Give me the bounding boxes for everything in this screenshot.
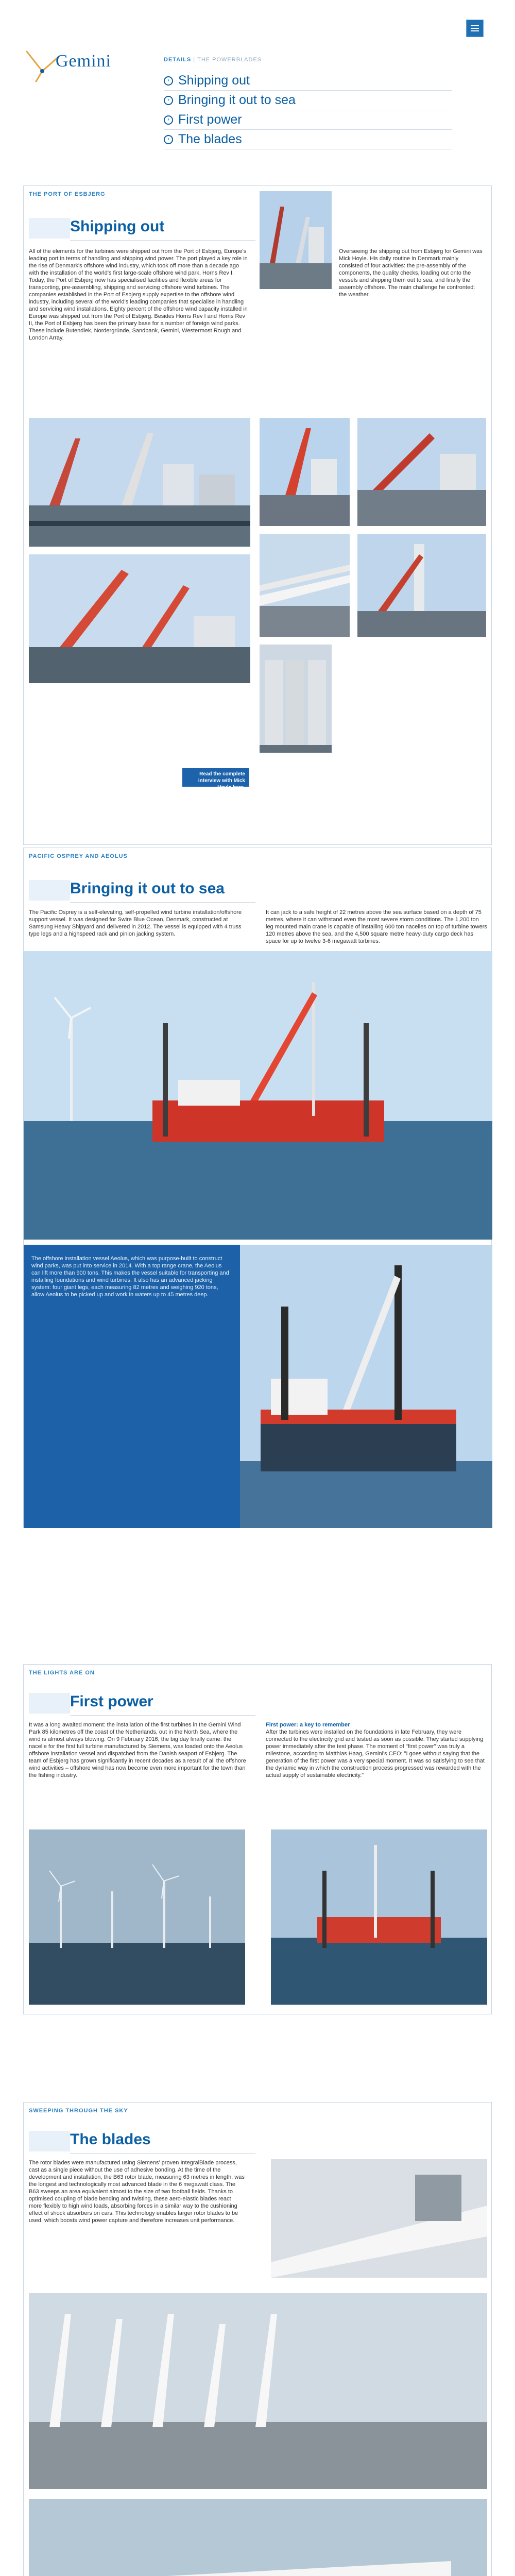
read-interview-button[interactable] (182, 768, 249, 790)
section-accent (29, 880, 70, 901)
hamburger-icon (471, 28, 479, 29)
section-title: First power (70, 1693, 153, 1710)
toc-label: First power (178, 112, 242, 127)
photo-cranes-port (260, 191, 332, 289)
chevron-right-icon: › (164, 115, 173, 125)
body-text: The offshore installation vessel Aeolus, which was purpose-built to construct wind parks, was put into service in 2014. With a top range crane, the Aeolus can lift more than 900 tons. This makes the vessel suitable for transporting and installing foundations and wind turbines. It also has an advanced jacking system: four giant legs, each measuring 82 metres and weighing 920 tons, allow Aeolus to be picked up and work in waters up to 45 metres deep. (31, 1256, 229, 1298)
photo-blade-transport (29, 2499, 487, 2576)
body-text: It can jack to a safe height of 22 metres above the sea surface based on a depth of 75 metres, where it can withstand even the most severe storm conditions. The 1,200 ton leg mounted main crane is capable of installing 600 ton nacelles on top of turbine towers 120 metres above the sea, and the 4,500 square metre heavy-duty cargo deck has space for up to twelve 3-6 megawatt turbines. (266, 909, 487, 944)
chevron-right-icon: › (164, 135, 173, 144)
photo-aeolus-vessel (240, 1245, 492, 1528)
body-text: It was a long awaited moment: the installation of the first turbines in the Gemini Wind Park 85 kilometres off the coast of the Netherlands, out in the North Sea, where the wind is almost always blowing. On 9 February 2016, the big day finally came: the nacelle for the first full turbine manufactured by Siemens, was loaded onto the Aeolus offshore installation vessel and dispatched from the Danish seaport of Esbjerg. The team of Esbjerg has grown significantly in recent decades as a result of all the offshore wind activities – offshore wind has now become even more important for the town than the fishing industry. (29, 1722, 246, 1778)
section-label: PACIFIC OSPREY AND AEOLUS (29, 853, 128, 859)
toc-label: Shipping out (178, 73, 250, 88)
toc-item-shipping-out[interactable] (164, 71, 452, 91)
section-label: THE PORT OF ESBJERG (29, 191, 106, 197)
photo-crane-vessel (29, 554, 250, 683)
breadcrumb: DETAILS | THE POWERBLADES (164, 57, 262, 63)
photo-pacific-osprey-vessel (24, 951, 492, 1240)
divider (70, 2153, 255, 2154)
chevron-right-icon: › (164, 76, 173, 86)
divider (70, 240, 255, 241)
breadcrumb-current[interactable]: DETAILS (164, 57, 192, 63)
breadcrumb-section[interactable]: THE POWERBLADES (197, 57, 262, 63)
body-text: Overseeing the shipping out from Esbjerg for Gemini was Mick Hoyle. His daily routine in Denmark mainly consisted of four activities: the pre-assembly of the components, the quality checks, loading out onto the vessels and shipping them out to sea, and finally the assembly offshore. The main challenge he confronted: the weather. (339, 248, 483, 298)
body-text: After the turbines were installed on the foundations in late February, they were connected to the electricity grid and tested as soon as possible. They started supplying power immediately after the test phase. The moment of "first power" was truly a milestone, according to Matthias Haag, Gemini's CEO: "I goes without saying that the generation of the first power was a very special moment. It was so satisfying to see that the dynamic way in which the construction process progressed was rewarded with the actual supply of sustainable electricity." (266, 1729, 485, 1778)
photo-tower-segments (260, 645, 332, 753)
chevron-right-icon: › (164, 96, 173, 105)
section-accent (29, 2131, 70, 2151)
photo-nacelle-gantry (357, 418, 486, 526)
photo-tower-sections (260, 418, 350, 526)
info-band (24, 1245, 240, 1528)
toc-item-the-blades[interactable] (164, 130, 452, 149)
section-title: Shipping out (70, 218, 165, 235)
section-label: SWEEPING THROUGH THE SKY (29, 2108, 128, 2114)
page-header (0, 0, 515, 170)
subheading: First power: a key to remember (266, 1722, 350, 1728)
button-label: Read the complete interview with Mick Hoyle here. (198, 771, 245, 790)
section-label: THE LIGHTS ARE ON (29, 1670, 95, 1676)
toc-item-first-power[interactable] (164, 110, 452, 130)
photo-jackup-vessel-turbine (271, 1829, 487, 2005)
logo-wordmark[interactable]: Gemini (56, 52, 111, 71)
section-accent (29, 1693, 70, 1714)
divider (70, 1715, 255, 1716)
photo-blades-stacked (260, 534, 350, 637)
body-text: The Pacific Osprey is a self-elevating, self-propelled wind turbine installation/offshore support vessel. It was designed for Swire Blue Ocean, Denmark, constructed at Samsung Heavy Shipyard and delivered in 2012. The vessel is equipped with 4 truss type legs and a highspeed rack and pinion jacking system. (29, 909, 242, 937)
photo-blade-factory (271, 2159, 487, 2278)
section-shipping-out (23, 185, 492, 845)
section-the-blades (23, 2102, 492, 2576)
section-first-power (23, 1664, 492, 2014)
divider (70, 902, 255, 903)
section-title: Bringing it out to sea (70, 880, 225, 897)
table-of-contents (164, 71, 452, 149)
body-text: All of the elements for the turbines were shipped out from the Port of Esbjerg, Europe's leading port in terms of handling and shipping wind power. The port played a key role in the rise of Denmark's offshore wind industry, which took off more than a decade ago with the installation of the world's first large-scale offshore wind park, Horns Rev I. Today, the Port of Esbjerg now has specialised facilities and flexible areas for transporting, pre-assembling, shipping and servicing offshore wind turbines. The companies established in the Port of Esbjerg supply expertise to the offshore wind industry, including several of the world's leading companies that specialise in handling and servicing wind installations. Eighty percent of the offshore wind capacity installed in Europe was shipped out from the Port of Esbjerg. Besides Horns Rev I and Horns Rev II, the Port of Esbjerg has been the primary base for a number of foreign wind parks. These include Butendiek, Nordergründe, Sandbank, Gemini, Westermost Rough and London Array. (29, 248, 248, 341)
section-accent (29, 218, 70, 239)
photo-turbines-at-sea (29, 1829, 245, 2005)
photo-blades-yard (29, 2293, 487, 2489)
menu-button[interactable] (466, 20, 484, 37)
body-text: The rotor blades were manufactured using Siemens' proven IntegralBlade process, cast as a single piece without the use of adhesive bonding. At the time of the development and installation, the B63 rotor blade, measuring 63 metres in length, was the longest and technologically most advanced blade in the 6 megawatt class. The B63 sweeps an area equivalent almost to the size of two football fields. Thanks to optimised coupling of blade bending and twisting, these aero-elastic blades react more flexibly to high wind loads, absorbing forces in a similar way to the cushioning effect of shock absorbers on cars. This technology enables larger rotor blades to be used, which boosts wind power capture and therefore increases unit performance. (29, 2160, 245, 2224)
photo-harbour-cranes (29, 418, 250, 547)
toc-item-bringing-out-to-sea[interactable] (164, 91, 452, 110)
section-title: The blades (70, 2131, 151, 2148)
toc-label: Bringing it out to sea (178, 93, 296, 107)
photo-tower-platform (357, 534, 486, 637)
toc-label: The blades (178, 132, 242, 146)
section-bringing-out-to-sea (23, 848, 492, 1528)
